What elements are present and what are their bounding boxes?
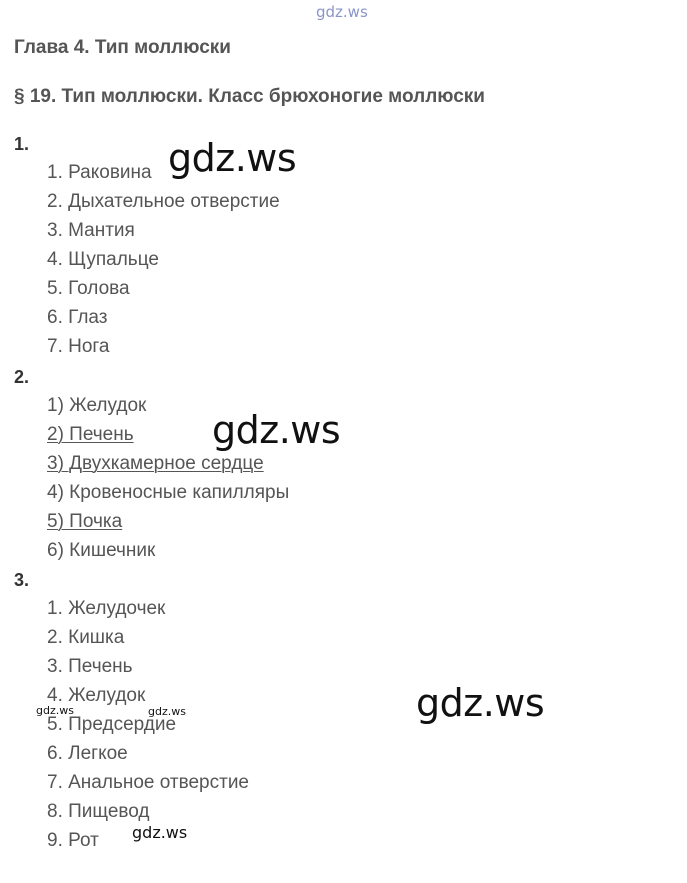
q2-item-underlined: 2) Печень bbox=[47, 424, 134, 445]
q3-item: 8. Пищевод bbox=[47, 801, 150, 822]
q1-item: 7. Нога bbox=[47, 336, 110, 357]
q1-item: 3. Мантия bbox=[47, 220, 135, 241]
q3-item: 6. Легкое bbox=[47, 743, 128, 764]
question-2-number: 2. bbox=[14, 367, 30, 387]
q1-item: 5. Голова bbox=[47, 278, 130, 299]
q3-item: 5. Предсердие bbox=[47, 714, 177, 735]
q1-item: 4. Щупальце bbox=[47, 249, 159, 270]
q3-item: 2. Кишка bbox=[47, 627, 125, 648]
watermark-large: gdz.ws bbox=[212, 408, 341, 452]
q3-item: 3. Печень bbox=[47, 656, 133, 677]
chapter-title: Глава 4. Тип моллюски bbox=[14, 37, 231, 58]
q2-item-underlined: 3) Двухкамерное сердце bbox=[47, 453, 264, 474]
q1-item: 2. Дыхательное отверстие bbox=[47, 191, 280, 212]
watermark-top[interactable]: gdz.ws bbox=[316, 3, 368, 21]
question-3-number: 3. bbox=[14, 570, 30, 590]
q3-item: 9. Рот bbox=[47, 830, 99, 851]
q2-item: 1) Желудок bbox=[47, 395, 147, 416]
q2-item-underlined: 5) Почка bbox=[47, 511, 123, 532]
watermark-large: gdz.ws bbox=[168, 136, 297, 180]
q1-item: 6. Глаз bbox=[47, 307, 108, 328]
question-1-number: 1. bbox=[14, 134, 30, 154]
q2-item: 6) Кишечник bbox=[47, 540, 156, 561]
watermark-large: gdz.ws bbox=[416, 681, 545, 725]
q1-item: 1. Раковина bbox=[47, 162, 152, 183]
q3-item: 4. Желудок bbox=[47, 685, 146, 706]
q2-item: 4) Кровеносные капилляры bbox=[47, 482, 290, 503]
watermark-small: gdz.ws bbox=[36, 704, 74, 717]
section-title: § 19. Тип моллюски. Класс брюхоногие моллюски bbox=[14, 86, 485, 107]
watermark-small: gdz.ws bbox=[148, 705, 186, 718]
q3-item: 7. Анальное отверстие bbox=[47, 772, 249, 793]
watermark-medium: gdz.ws bbox=[132, 823, 188, 842]
q3-item: 1. Желудочек bbox=[47, 598, 166, 619]
